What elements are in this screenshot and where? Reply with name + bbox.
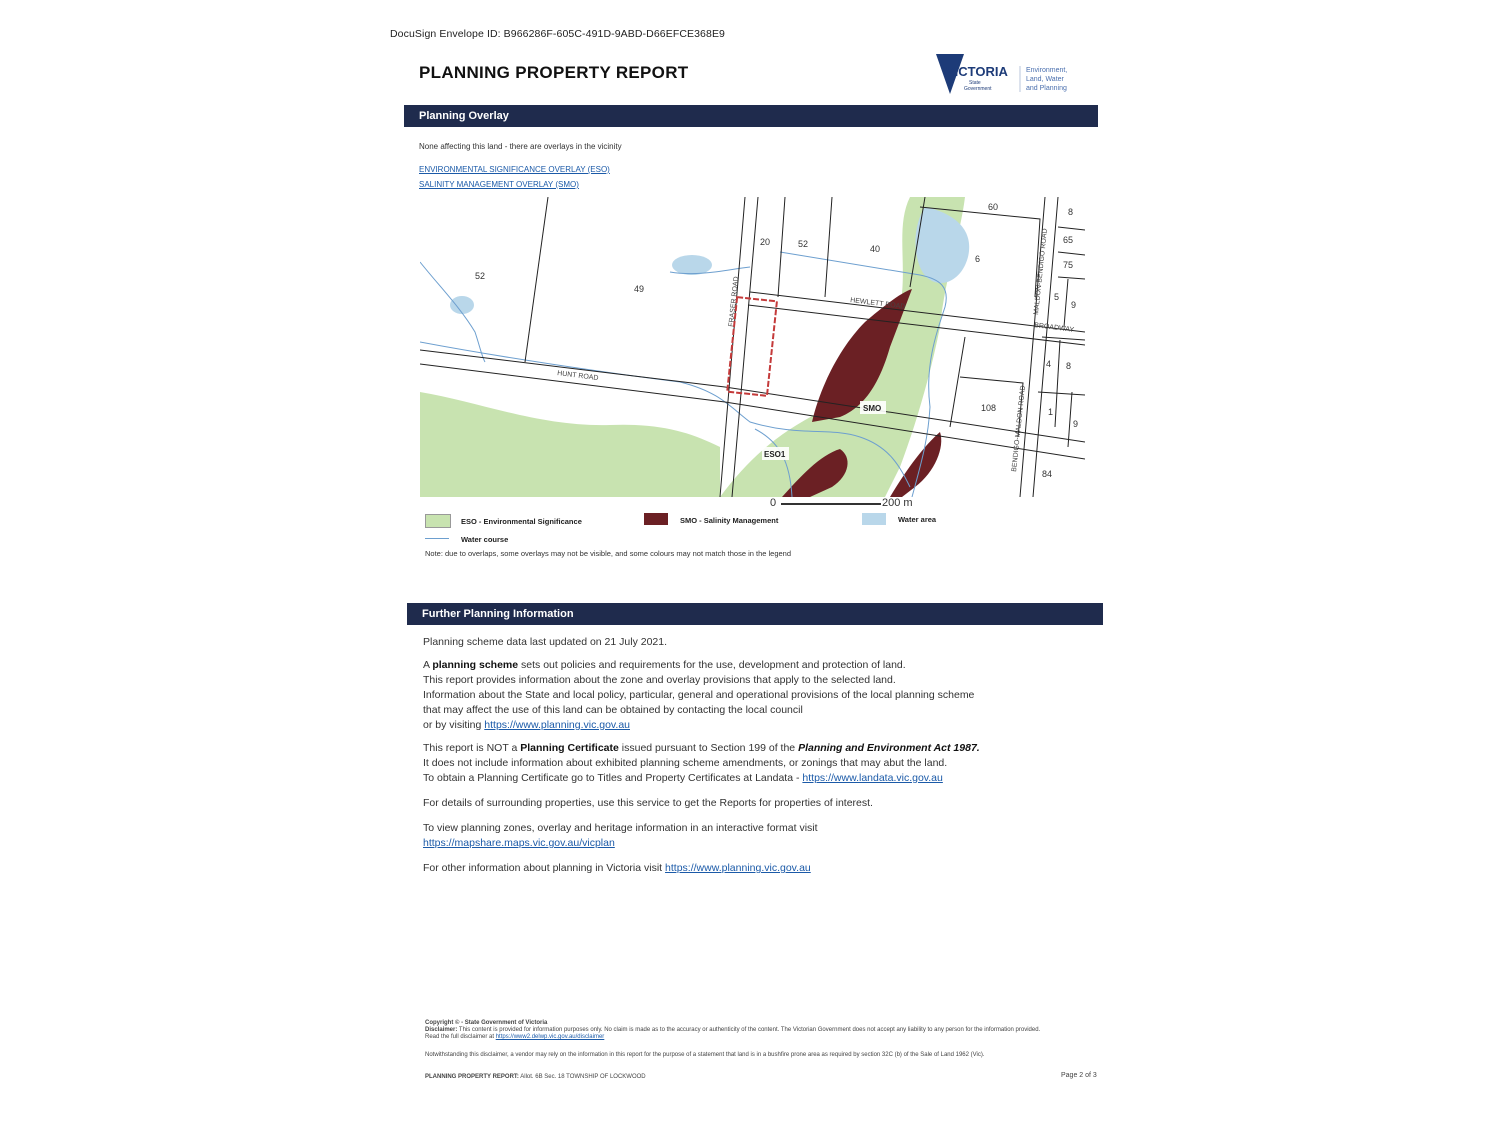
logo-name: VICTORIA [946, 64, 1008, 79]
road-label-broadway: BROADWAY [1033, 322, 1075, 334]
parcel-right-1 [1058, 227, 1085, 230]
legend-watercourse-label: Water course [461, 535, 509, 544]
parcel-label: 6 [975, 254, 981, 264]
parcel-label: 9 [1073, 419, 1079, 429]
vicplan-paragraph [423, 821, 818, 851]
p2-mid: issued pursuant to Section 199 of the [618, 742, 799, 754]
legend-note: Note: due to overlaps, some overlays may not be visible, and some colours may not match those in the legend [425, 549, 792, 558]
p2-line2: It does not include information about exhibited planning scheme amendments, or zonings that may abut the land. [423, 757, 948, 769]
logo-sub2: Government [964, 86, 992, 92]
p2-act: Planning and Environment Act 1987. [798, 742, 980, 754]
water-pond-2 [450, 296, 474, 314]
planning-vic-link[interactable]: https://www.planning.vic.gov.au [484, 719, 630, 731]
logo-dept2: Land, Water [1026, 76, 1064, 83]
footer-full-disclaimer-prefix: Read the full disclaimer at [425, 1034, 496, 1040]
p1-line3: Information about the State and local policy, particular, general and operational provisions of the local planning scheme [423, 689, 975, 701]
parcel-label: 40 [870, 244, 881, 254]
overlay-map [420, 197, 1085, 497]
parcel-label: 49 [634, 284, 645, 294]
parcel-label: 60 [988, 202, 999, 212]
footer-disclaimer-label: Disclaimer: [425, 1027, 458, 1033]
report-title: PLANNING PROPERTY REPORT [419, 63, 689, 82]
legend-smo-label: SMO - Salinity Management [680, 516, 779, 525]
road-label-hunt: HUNT ROAD [556, 370, 599, 383]
logo-dept3: and Planning [1026, 85, 1067, 92]
parcel-label: 4 [1046, 359, 1052, 369]
footer-report-line [425, 1074, 646, 1081]
p1-line5-prefix: or by visiting [423, 719, 485, 731]
parcel-1-9-v [1068, 392, 1072, 447]
other-info-paragraph [423, 861, 811, 876]
road-label-maldon-bendigo: MALDON-BENDIGO ROAD [1033, 228, 1050, 316]
parcel-label: 84 [1042, 469, 1053, 479]
scale-bar [781, 503, 881, 505]
parcel-line [525, 197, 548, 362]
legend-smo-swatch [644, 513, 668, 525]
parcel-label: 20 [760, 237, 771, 247]
legend-water-area-label: Water area [898, 515, 937, 524]
p1-bold: planning scheme [432, 659, 519, 671]
p1-line2: This report provides information about the zone and overlay provisions that apply to the selected land. [423, 674, 896, 686]
legend-eso-label: ESO - Environmental Significance [461, 517, 582, 526]
victoria-government-logo [934, 52, 1094, 100]
road-label-hewlett: HEWLETT ROAD [849, 297, 906, 311]
logo-dept1: Environment, [1026, 67, 1068, 74]
p1-rest: sets out policies and requirements for the use, development and protection of land. [518, 659, 906, 671]
parcel-label: 75 [1063, 260, 1074, 270]
parcel-108-w [950, 337, 965, 427]
planning-scheme-paragraph [423, 658, 974, 733]
docusign-envelope-id: DocuSign Envelope ID: B966286F-605C-491D-9ABD-D66EFCE368E9 [390, 28, 725, 40]
legend-watercourse-line [425, 538, 449, 539]
victoria-triangle-icon [934, 52, 1094, 100]
parcel-label: 1 [1048, 407, 1054, 417]
footer-report-address: Allot. 6B Sec. 18 TOWNSHIP OF LOCKWOOD [518, 1074, 646, 1080]
footer-report-label: PLANNING PROPERTY REPORT: [425, 1074, 519, 1080]
not-certificate-paragraph [423, 741, 980, 786]
eso-link[interactable]: ENVIRONMENTAL SIGNIFICANCE OVERLAY (ESO) [419, 165, 610, 174]
road-fraser-e [732, 197, 758, 497]
planning-vic-link-2[interactable]: https://www.planning.vic.gov.au [665, 862, 811, 874]
scale-start-label: 0 [770, 497, 777, 509]
p2-bold: Planning Certificate [520, 742, 619, 754]
parcel-label: 5 [1054, 292, 1060, 302]
parcel-label: 65 [1063, 235, 1074, 245]
parcel-label: 9 [1071, 300, 1077, 310]
scale-end-label: 200 m [882, 497, 913, 509]
legend-eso-swatch [425, 514, 451, 528]
surrounding-properties-text: For details of surrounding properties, use this service to get the Reports for properties of interest. [423, 797, 873, 809]
planning-overlay-heading: Planning Overlay [404, 105, 1098, 127]
parcel-right-2 [1058, 252, 1085, 255]
footer-copyright: Copyright © - State Government of Victoria [425, 1020, 548, 1026]
footer-disclaimer [425, 1020, 1095, 1041]
further-planning-heading: Further Planning Information [407, 603, 1103, 625]
parcel-label: 8 [1066, 361, 1072, 371]
road-label-fraser: FRASER ROAD [728, 276, 741, 328]
road-label-bendigo-maldon: BENDIGO-MALDON ROAD [1011, 385, 1028, 473]
data-updated-text: Planning scheme data last updated on 21 July 2021. [423, 636, 668, 648]
parcel-52-40 [825, 197, 832, 297]
logo-sub1: State [969, 80, 981, 86]
footer-disclaimer-link[interactable]: https://www2.delwp.vic.gov.au/disclaimer [495, 1034, 605, 1040]
parcel-right-3 [1058, 277, 1085, 279]
legend-water-area-swatch [862, 513, 886, 525]
eso-area-south [420, 392, 720, 497]
parcel-label: 108 [981, 403, 997, 413]
landata-link[interactable]: https://www.landata.vic.gov.au [802, 772, 943, 784]
p1-prefix: A [423, 659, 433, 671]
p4-text: To view planning zones, overlay and heritage information in an interactive format visit [423, 822, 818, 834]
vicplan-link[interactable]: https://mapshare.maps.vic.gov.au/vicplan [423, 837, 615, 849]
parcel-20-52 [778, 197, 785, 297]
parcel-label: 52 [475, 271, 486, 281]
p1-line4: that may affect the use of this land can be obtained by contacting the local council [423, 704, 803, 716]
smo-overlay-label: SMO [863, 404, 882, 413]
parcel-4-8-v [1055, 340, 1060, 427]
eso1-overlay-label: ESO1 [764, 450, 786, 459]
parcel-4-8 [1042, 337, 1085, 340]
parcel-1-9 [1038, 392, 1085, 395]
smo-link[interactable]: SALINITY MANAGEMENT OVERLAY (SMO) [419, 180, 579, 189]
footer-notwithstanding: Notwithstanding this disclaimer, a vendor may rely on the information in this report for the purpose of a statement that land is in a bushfire prone area as required by section 32C (b) of the Sale of Land 1962 (Vic). [425, 1052, 985, 1058]
footer-disclaimer-text: This content is provided for information purposes only. No claim is made as to the accuracy or authenticity of the content. The Victorian Government does not accept any liability to any person for the information provided. [457, 1027, 1041, 1033]
page-number: Page 2 of 3 [1061, 1072, 1097, 1079]
parcel-right-4 [1064, 279, 1068, 327]
p2-prefix: This report is NOT a [423, 742, 521, 754]
overlay-status-text: None affecting this land - there are overlays in the vicinity [419, 142, 622, 151]
p5-prefix: For other information about planning in Victoria visit [423, 862, 666, 874]
parcel-label: 52 [798, 239, 809, 249]
p2-line3-prefix: To obtain a Planning Certificate go to Titles and Property Certificates at Landata - [423, 772, 803, 784]
water-pond-1 [672, 255, 712, 275]
parcel-label: 8 [1068, 207, 1074, 217]
